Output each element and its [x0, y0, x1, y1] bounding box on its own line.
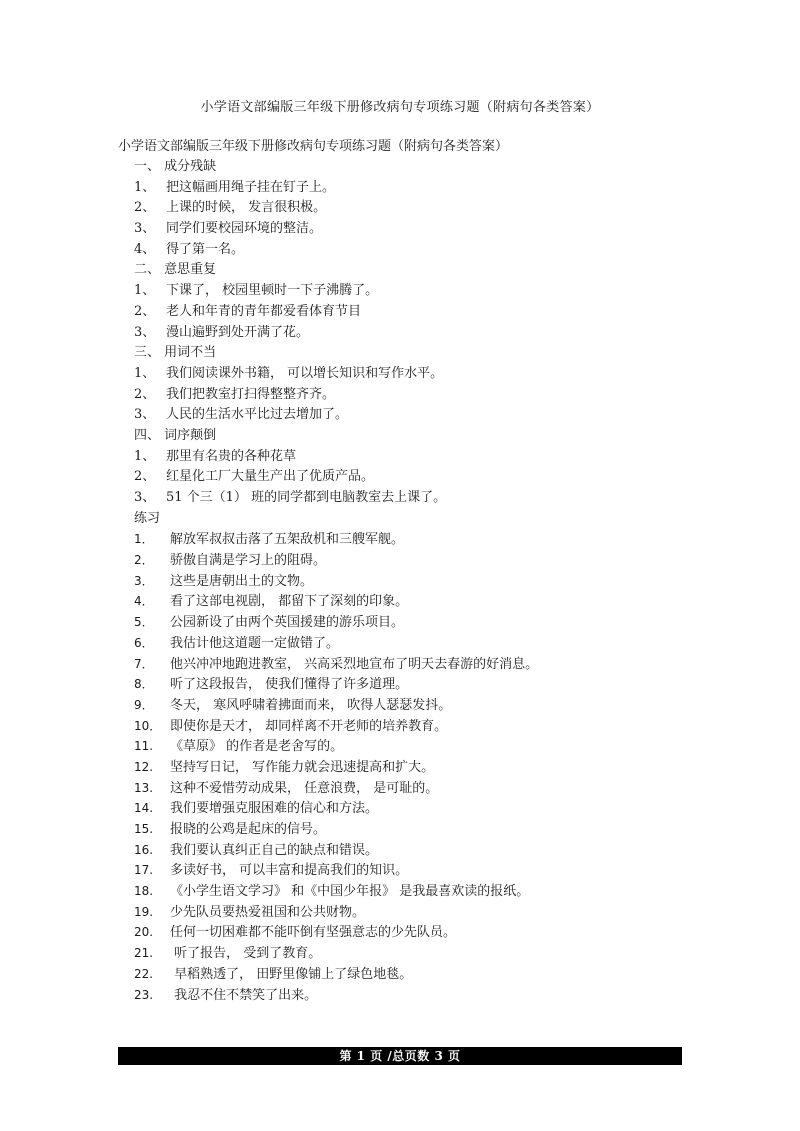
practice-item [118, 612, 718, 633]
item-number: 2、 [134, 200, 156, 216]
practice-item [118, 860, 718, 881]
item-number: 1、 [134, 365, 156, 381]
practice-item [118, 881, 718, 902]
practice-heading: 练习 [134, 510, 161, 526]
section-heading: 四、 词序颠倒 [134, 427, 217, 443]
item-text: 少先队员要热爱祖国和公共财物。 [170, 904, 366, 920]
item-text: 听了这段报告， 使我们懂得了许多道理。 [170, 677, 409, 693]
item-number: 15. [134, 822, 154, 836]
practice-item [118, 571, 718, 592]
item-number: 13. [134, 780, 154, 795]
item-number: 8． [134, 677, 154, 692]
item-number: 9． [134, 697, 154, 712]
page-footer-bar [118, 1047, 682, 1065]
item-number: 3、 [134, 407, 156, 423]
item-text: 下课了， 校园里顿时一下子沸腾了。 [166, 283, 379, 299]
practice-item [118, 985, 718, 1006]
item-number: 4． [134, 594, 154, 609]
list-item [118, 281, 718, 302]
list-item [118, 385, 718, 406]
item-text: 任何一切困难都不能吓倒有坚强意志的少先队员。 [170, 925, 457, 941]
list-item [118, 219, 718, 240]
item-text: 即使你是天才， 却同样离不开老师的培养教育。 [170, 718, 448, 734]
practice-item [118, 736, 718, 757]
item-number: 18. [134, 884, 154, 899]
item-text: 我们把教室打扫得整整齐齐。 [166, 386, 336, 402]
item-text: 我们要增强克服困难的信心和方法。 [170, 801, 379, 817]
item-number: 21. [134, 946, 154, 961]
practice-item [118, 840, 718, 861]
item-text: 这些是唐朝出土的文物。 [170, 573, 314, 589]
item-number: 2、 [134, 386, 156, 402]
practice-item [118, 550, 718, 571]
item-text: 我估计他这道题一定做错了。 [170, 635, 340, 651]
item-number: 22. [134, 966, 154, 981]
item-text: 《草原》 的作者是老舍写的。 [170, 739, 344, 755]
item-text: 冬天， 寒风呼啸着拂面而来， 吹得人瑟瑟发抖。 [170, 697, 452, 713]
practice-item [118, 716, 718, 737]
item-text: 解放军叔叔击落了五架敌机和三艘军舰。 [170, 532, 405, 548]
section-heading: 二、 意思重复 [134, 262, 217, 278]
item-text: 多读好书， 可以丰富和提高我们的知识。 [170, 863, 409, 879]
item-number: 1． [134, 532, 154, 547]
practice-item [118, 695, 718, 716]
item-text: 那里有名贵的各种花草 [166, 448, 297, 464]
practice-item [118, 798, 718, 819]
item-number: 7． [134, 656, 154, 671]
item-text: 我们要认真纠正自己的缺点和错误。 [170, 842, 379, 858]
item-text: 骄傲自满是学习上的阻碍。 [170, 553, 327, 569]
item-text: 他兴冲冲地跑进教室， 兴高采烈地宣布了明天去春游的好消息。 [170, 656, 539, 672]
list-item [118, 467, 718, 488]
item-number: 19. [134, 904, 154, 919]
item-number: 1、 [134, 283, 156, 299]
item-text: 同学们要校园环境的整洁。 [166, 221, 323, 237]
item-text: 漫山遍野到处开满了花。 [166, 324, 310, 340]
item-number: 3、 [134, 221, 156, 237]
item-text: 老人和年青的青年都爱看体育节目 [166, 303, 362, 319]
section-heading: 一、 成分残缺 [134, 159, 217, 174]
practice-item [118, 922, 718, 943]
practice-item [118, 964, 718, 985]
item-text: 得了第一名。 [166, 241, 245, 257]
item-text: 《小学生语文学习》 和《中国少年报》 是我最喜欢读的报纸。 [170, 884, 530, 900]
item-number: 1、 [134, 448, 156, 464]
item-number: 2、 [134, 469, 156, 485]
item-number: 2、 [134, 303, 156, 319]
practice-item [118, 943, 718, 964]
list-item [118, 364, 718, 385]
item-text: 报晓的公鸡是起床的信号。 [170, 822, 327, 837]
item-number: 4、 [134, 241, 156, 257]
page-number-label: 第 1 页 /总页数 3 页 [339, 1049, 461, 1063]
practice-item [118, 529, 718, 550]
item-text: 51 个三（1） 班的同学都到电脑教室去上课了。 [166, 490, 447, 505]
list-item [118, 405, 718, 426]
practice-item [118, 654, 718, 675]
practice-item [118, 633, 718, 654]
item-text: 听了报告， 受到了教育。 [170, 946, 322, 962]
item-text: 我忍不住不禁笑了出来。 [170, 987, 318, 1003]
item-text: 上课的时候， 发言很积极。 [166, 200, 327, 216]
item-text: 看了这部电视剧， 都留下了深刻的印象。 [170, 594, 409, 610]
item-number: 2． [134, 553, 154, 568]
item-number: 6． [134, 635, 154, 650]
page-header-title: 小学语文部编版三年级下册修改病句专项练习题（附病句各类答案） [200, 100, 600, 115]
item-text: 把这幅画用绳子挂在钉子上。 [166, 179, 336, 195]
item-text: 早稻熟透了， 田野里像铺上了绿色地毯。 [170, 966, 413, 982]
item-number: 11. [134, 739, 154, 754]
section-heading: 三、 用词不当 [134, 345, 217, 361]
item-number: 1、 [134, 179, 156, 195]
list-item [118, 302, 718, 323]
item-number: 23. [134, 987, 154, 1002]
item-number: 5． [134, 615, 154, 630]
document-title: 小学语文部编版三年级下册修改病句专项练习题（附病句各类答案） [118, 139, 509, 154]
item-text: 我们阅读课外书籍， 可以增长知识和写作水平。 [166, 365, 444, 381]
item-number: 10． [134, 718, 162, 733]
item-text: 人民的生活水平比过去增加了。 [166, 407, 349, 423]
list-item [118, 178, 718, 199]
list-item [118, 323, 718, 344]
practice-list [118, 529, 718, 1005]
practice-item [118, 757, 718, 778]
item-number: 3、 [134, 490, 156, 505]
list-item [118, 240, 718, 261]
list-item [118, 447, 718, 468]
item-text: 这种不爱惜劳动成果， 任意浪费， 是可耻的。 [170, 780, 439, 796]
list-item [118, 198, 718, 219]
item-number: 3、 [134, 324, 156, 340]
item-number: 3． [134, 573, 154, 588]
item-number: 20. [134, 925, 154, 940]
practice-item [118, 902, 718, 923]
list-item [118, 488, 718, 509]
practice-item [118, 778, 718, 799]
item-number: 16. [134, 842, 154, 857]
item-text: 红星化工厂大量生产出了优质产品。 [166, 469, 375, 485]
item-text: 坚持写日记， 写作能力就会迅速提高和扩大。 [170, 759, 435, 775]
document-body [118, 136, 718, 1005]
practice-item [118, 819, 718, 840]
item-number: 12. [134, 759, 154, 774]
item-text: 公园新设了由两个英国援建的游乐项目。 [170, 615, 405, 631]
practice-item [118, 591, 718, 612]
item-number: 14. [134, 801, 154, 816]
practice-item [118, 674, 718, 695]
item-number: 17. [134, 863, 154, 878]
